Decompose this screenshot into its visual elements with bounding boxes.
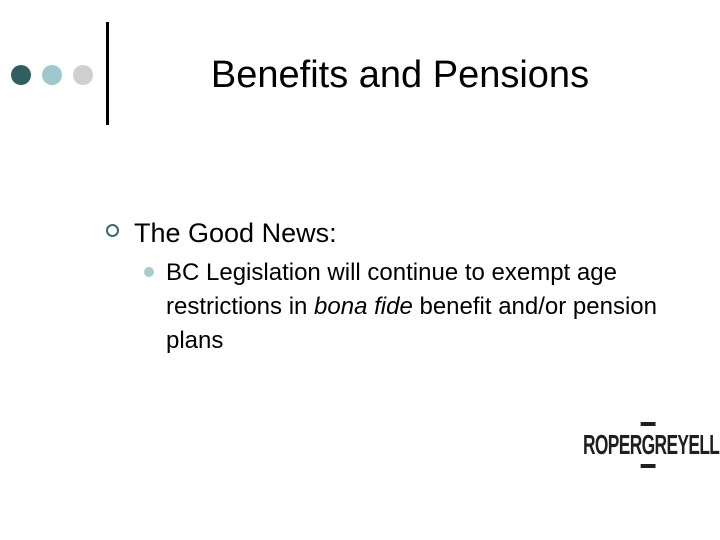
decorative-dot-gray [73,65,93,85]
sub-bullet-italic-text: bona fide [314,293,413,320]
title-divider [106,22,109,125]
sub-bullet-text-end: benefit and/or pension plans [166,293,657,354]
filled-circle-bullet-icon [144,267,154,277]
slide-title: Benefits and Pensions [210,54,590,96]
logo-letter-g: G [642,420,655,470]
sub-bullet-text [166,256,666,358]
hollow-circle-bullet-icon [106,224,119,237]
decorative-dot-teal [42,65,62,85]
logo-text-reyell: REYELL [654,429,720,460]
sub-bullet-text-start: BC Legislation will continue to exempt age restrictions in [166,259,617,320]
decorative-dot-dark [11,65,31,85]
roper-greyell-logo [583,420,720,470]
bullet-text: The Good News: [134,218,337,248]
logo-text-roper: ROPER [583,429,642,460]
